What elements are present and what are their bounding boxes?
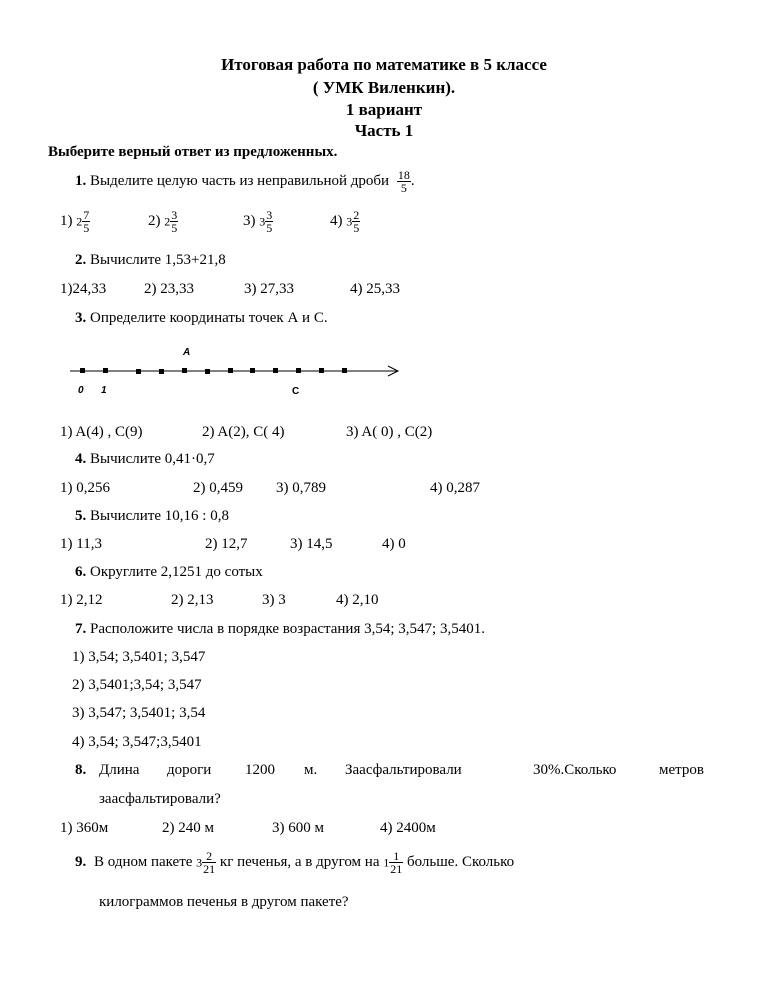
mixed-whole: 2 [164,214,171,229]
fraction [202,850,216,875]
tick [273,368,278,373]
mixed-whole: 1 [383,855,390,870]
q8-word: Длина [99,762,140,778]
question-number: 7. [75,621,87,637]
question-text: Округлите 2,1251 до сотых [90,564,263,580]
q8-option-3: 3) 600 м [272,820,324,836]
q3-option-3: 3) A( 0) , C(2) [346,424,433,440]
q5-option-4: 4) 0 [382,536,406,552]
fraction-denominator: 21 [390,862,403,876]
point-c-label: C [292,386,300,397]
fraction-denominator: 5 [266,221,273,235]
q5-option-1: 1) 11,3 [60,536,102,552]
option-label: 2) [148,212,161,229]
q1-option-1 [60,209,90,234]
fraction-denominator: 5 [171,221,178,235]
fraction-numerator: 2 [353,208,360,222]
fraction-numerator: 18 [397,168,410,182]
mixed-whole: 3 [346,214,353,229]
question-number: 1. [75,172,87,189]
tick [250,368,255,373]
q5-option-3: 3) 14,5 [290,536,333,552]
q2-option-1: 1)24,33 [60,281,107,297]
q7-option-3: 3) 3,547; 3,5401; 3,54 [72,705,206,721]
fraction-numerator: 1 [393,849,400,863]
tick [136,369,141,374]
tick [228,368,233,373]
q6-option-4: 4) 2,10 [336,592,379,608]
title-line-4: Часть 1 [354,121,414,140]
question-4 [75,452,215,467]
mixed-whole: 2 [76,214,83,229]
tick [296,368,301,373]
fraction-numerator: 3 [266,208,273,222]
tick [319,368,324,373]
q6-option-2: 2) 2,13 [171,592,214,608]
q8-option-4: 4) 2400м [380,820,436,836]
question-tail: . [410,172,415,189]
fraction-denominator: 21 [203,862,216,876]
question-9 [75,850,514,875]
title-line-2: ( УМК Виленкин). [312,78,456,97]
tick [182,368,187,373]
tick [159,369,164,374]
option-label: 3) [243,212,256,229]
q8-word: метров [659,762,704,778]
question-2 [75,253,226,268]
tick [205,369,210,374]
tick [80,368,85,373]
q4-option-1: 1) 0,256 [60,480,110,496]
fraction-numerator: 7 [83,208,90,222]
question-7 [75,622,485,637]
q8-word: 1200 [245,762,275,778]
q2-option-4: 4) 25,33 [350,281,400,297]
fraction [265,209,273,234]
question-text-line-2: килограммов печенья в другом пакете? [99,894,349,910]
question-number: 3. [75,310,87,326]
q6-option-1: 1) 2,12 [60,592,103,608]
question-5 [75,509,229,524]
fraction-numerator: 2 [206,849,213,863]
q7-option-1: 1) 3,54; 3,5401; 3,547 [72,649,206,665]
fraction-numerator: 3 [171,208,178,222]
mixed-whole: 3 [196,855,203,870]
q4-option-2: 2) 0,459 [193,480,243,496]
question-text: В одном пакете [94,853,193,870]
question-text: Вычислите 1,53+21,8 [90,252,226,268]
q4-option-3: 3) 0,789 [276,480,326,496]
instruction: Выберите верный ответ из предложенных. [48,144,338,160]
question-6 [75,565,263,580]
option-label: 1) [60,212,73,229]
q1-option-2 [148,209,178,234]
q2-option-2: 2) 23,33 [144,281,194,297]
q1-option-3 [243,209,273,234]
q8-word: дороги [167,762,212,778]
fraction-denominator: 5 [83,221,90,235]
fraction [352,209,360,234]
fraction-denominator: 5 [397,181,411,194]
tick [103,368,108,373]
q5-option-2: 2) 12,7 [205,536,248,552]
one-label: 1 [101,385,107,396]
question-3 [75,311,328,326]
q8-word: м. [304,762,318,778]
question-text: Вычислите 10,16 : 0,8 [90,508,229,524]
question-number: 9. [75,853,87,870]
mixed-whole: 3 [259,214,266,229]
q8-option-1: 1) 360м [60,820,109,836]
zero-label: 0 [78,385,84,396]
question-text: больше. Сколько [407,853,515,870]
q3-option-1: 1) A(4) , C(9) [60,424,143,440]
question-text: Выделите целую часть из неправильной дроби [90,172,390,189]
q4-option-4: 4) 0,287 [430,480,480,496]
q1-option-4 [330,209,360,234]
q3-option-2: 2) A(2), C( 4) [202,424,285,440]
question-text: Вычислите 0,41·0,7 [90,451,215,467]
number-line [0,340,420,402]
q2-option-3: 3) 27,33 [244,281,294,297]
question-text: Определите координаты точек А и С. [90,310,328,326]
q8-word: Заасфальтировали [345,762,462,778]
question-1 [75,169,415,194]
fraction [397,169,411,194]
q7-option-2: 2) 3,5401;3,54; 3,547 [72,677,202,693]
q6-option-3: 3) 3 [262,592,286,608]
question-number: 6. [75,564,87,580]
title-line-3: 1 вариант [345,100,423,119]
question-number: 4. [75,451,87,467]
fraction-denominator: 5 [353,221,360,235]
q7-option-4: 4) 3,54; 3,547;3,5401 [72,734,202,750]
fraction [170,209,178,234]
question-number: 8. [75,762,87,778]
q8-option-2: 2) 240 м [162,820,214,836]
question-number: 5. [75,508,87,524]
fraction [82,209,90,234]
fraction [389,850,403,875]
question-text-line-2: заасфальтировали? [99,791,221,807]
q8-word: 30%.Сколько [533,762,617,778]
tick [342,368,347,373]
question-text: Расположите числа в порядке возрастания 3,54; 3,547; 3,5401. [90,621,485,637]
question-number: 2. [75,252,87,268]
point-a-label: A [183,347,191,358]
option-label: 4) [330,212,343,229]
question-text: кг печенья, а в другом на [219,853,380,870]
title-line-1: Итоговая работа по математике в 5 классе [221,55,547,74]
